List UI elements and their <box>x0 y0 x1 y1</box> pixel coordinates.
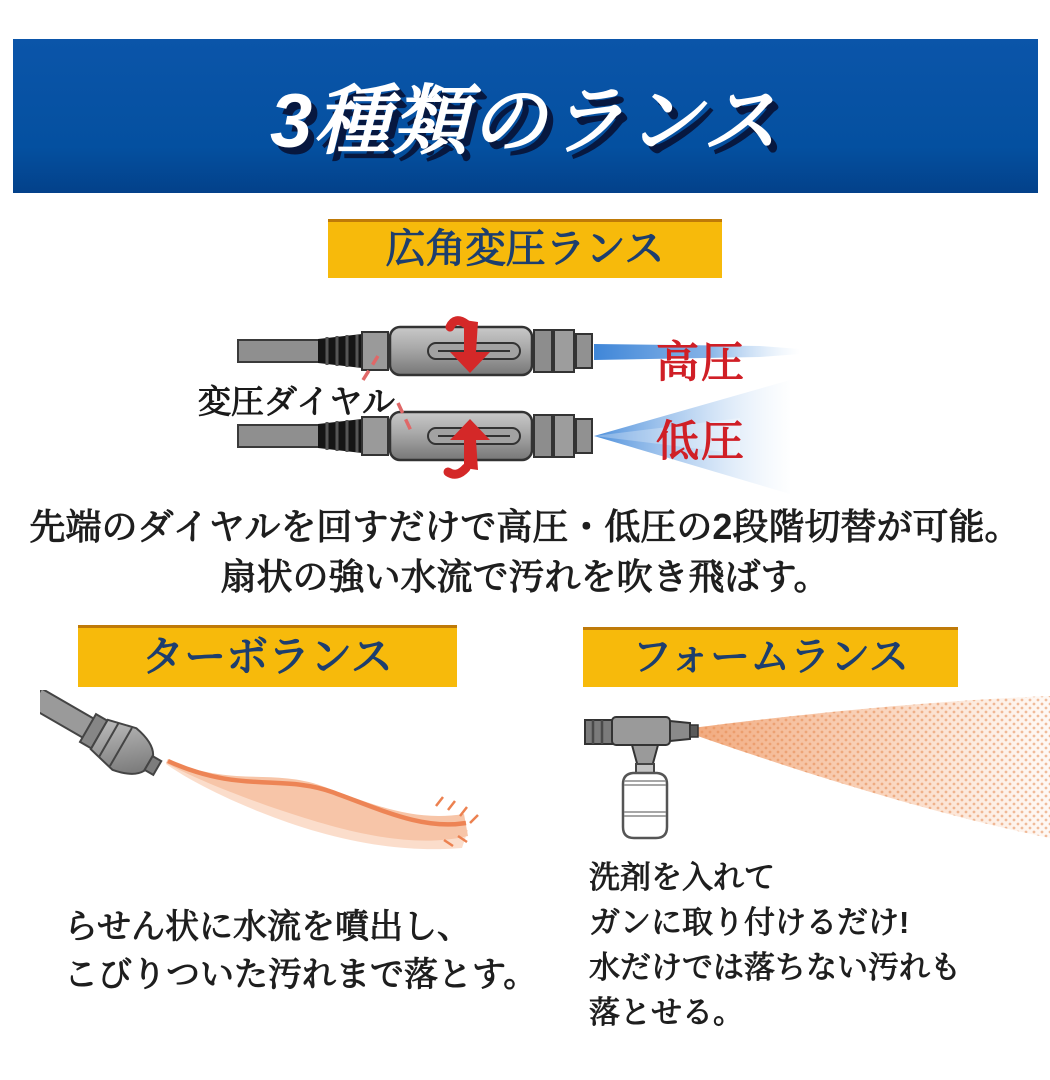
turbo-description-line2: こびりついた汚れまで落とす。 <box>64 956 538 994</box>
mist-spray <box>692 696 1050 838</box>
wide-angle-description <box>0 502 1050 602</box>
page-title: 3種類のランス <box>270 79 780 164</box>
high-pressure-label: 高圧 <box>656 339 746 387</box>
foam-description-line1: 洗剤を入れて <box>589 860 775 895</box>
low-pressure-label: 低圧 <box>656 418 746 466</box>
wide-angle-description-line2: 扇状の強い水流で汚れを吹き飛ばす。 <box>220 556 830 597</box>
badge-turbo-lance: ターボランス <box>78 625 457 687</box>
foam-description-line2: ガンに取り付けるだけ! <box>589 905 910 940</box>
turbo-nozzle <box>40 690 169 789</box>
turbo-lance-illustration <box>40 690 540 890</box>
spiral-spray <box>166 759 478 849</box>
turbo-description <box>64 903 537 999</box>
turbo-description-line1: らせん状に水流を噴出し、 <box>64 908 471 946</box>
foam-description-line3: 水だけでは落ちない汚れも <box>589 950 961 985</box>
wide-angle-description-line1: 先端のダイヤルを回すだけで高圧・低圧の2段階切替が可能。 <box>29 506 1021 547</box>
badge-wide-angle-lance: 広角変圧ランス <box>328 219 722 278</box>
foam-description <box>589 855 961 1035</box>
wide-angle-lance-illustration <box>0 300 1050 515</box>
badge-foam-lance: フォームランス <box>583 627 958 687</box>
foam-description-line4: 落とせる。 <box>589 995 744 1030</box>
detergent-bottle <box>623 764 667 838</box>
foam-gun <box>585 717 698 838</box>
lance-top <box>238 327 592 375</box>
dial-label: 変圧ダイヤル <box>198 383 396 420</box>
